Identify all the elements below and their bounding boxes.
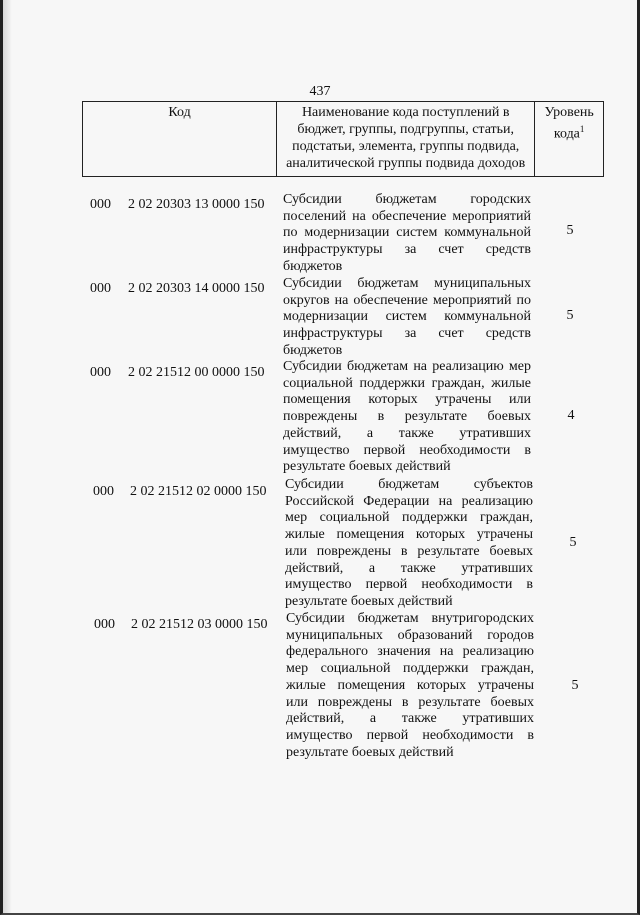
admin-code: 000 bbox=[90, 365, 111, 380]
income-name: Субсидии бюджетам субъектов Российской Федерации на реализацию мер социальной поддержки граждан, жилые помещения которых утрачены или повреждены в результате боевых действий, а также утративших имущество первой необходимости в результате боевых действий bbox=[285, 477, 533, 609]
admin-code: 000 bbox=[90, 197, 111, 212]
header-level-text: Уровень кода bbox=[544, 105, 594, 142]
income-code: 2 02 21512 00 0000 150 bbox=[128, 365, 265, 380]
admin-code: 000 bbox=[93, 484, 114, 499]
income-level: 5 bbox=[566, 223, 574, 238]
income-code: 2 02 20303 14 0000 150 bbox=[128, 281, 265, 296]
income-level: 5 bbox=[571, 678, 579, 693]
header-code: Код bbox=[83, 102, 277, 177]
income-code: 2 02 20303 13 0000 150 bbox=[128, 197, 265, 212]
income-code: 2 02 21512 02 0000 150 bbox=[130, 484, 267, 499]
admin-code: 000 bbox=[94, 617, 115, 632]
table-header bbox=[82, 101, 604, 177]
income-name: Субсидии бюджетам внутригородских муниципальных образований городов федерального значения на реализацию мер социальной поддержки граждан, жилые помещения которых утрачены или повреждены в результате боевых действий, а также утративших имущество первой необходимости в результате боевых действий bbox=[286, 611, 534, 760]
header-level-footnote: 1 bbox=[579, 124, 585, 134]
page-number: 437 bbox=[309, 84, 331, 99]
income-name: Субсидии бюджетам муниципальных округов на обеспечение мероприятий по модернизации систем коммунальной инфраструктуры за счет средств бюджетов bbox=[283, 276, 531, 358]
admin-code: 000 bbox=[90, 281, 111, 296]
income-name: Субсидии бюджетам на реализацию мер социальной поддержки граждан, жилые помещения которых утрачены или повреждены в результате боевых действий, а также утративших имущество первой необходимости в результате боевых действий bbox=[283, 359, 531, 475]
header-level bbox=[535, 102, 604, 177]
income-level: 5 bbox=[569, 535, 577, 550]
income-level: 5 bbox=[566, 308, 574, 323]
income-code: 2 02 21512 03 0000 150 bbox=[131, 617, 268, 632]
income-name: Субсидии бюджетам городских поселений на обеспечение мероприятий по модернизации систем коммунальной инфраструктуры за счет средств бюджетов bbox=[283, 192, 531, 274]
header-name: Наименование кода поступлений в бюджет, группы, подгруппы, статьи, подстатьи, элемента, группы подвида, аналитической группы подвида доходов bbox=[277, 102, 535, 177]
income-level: 4 bbox=[567, 408, 575, 423]
